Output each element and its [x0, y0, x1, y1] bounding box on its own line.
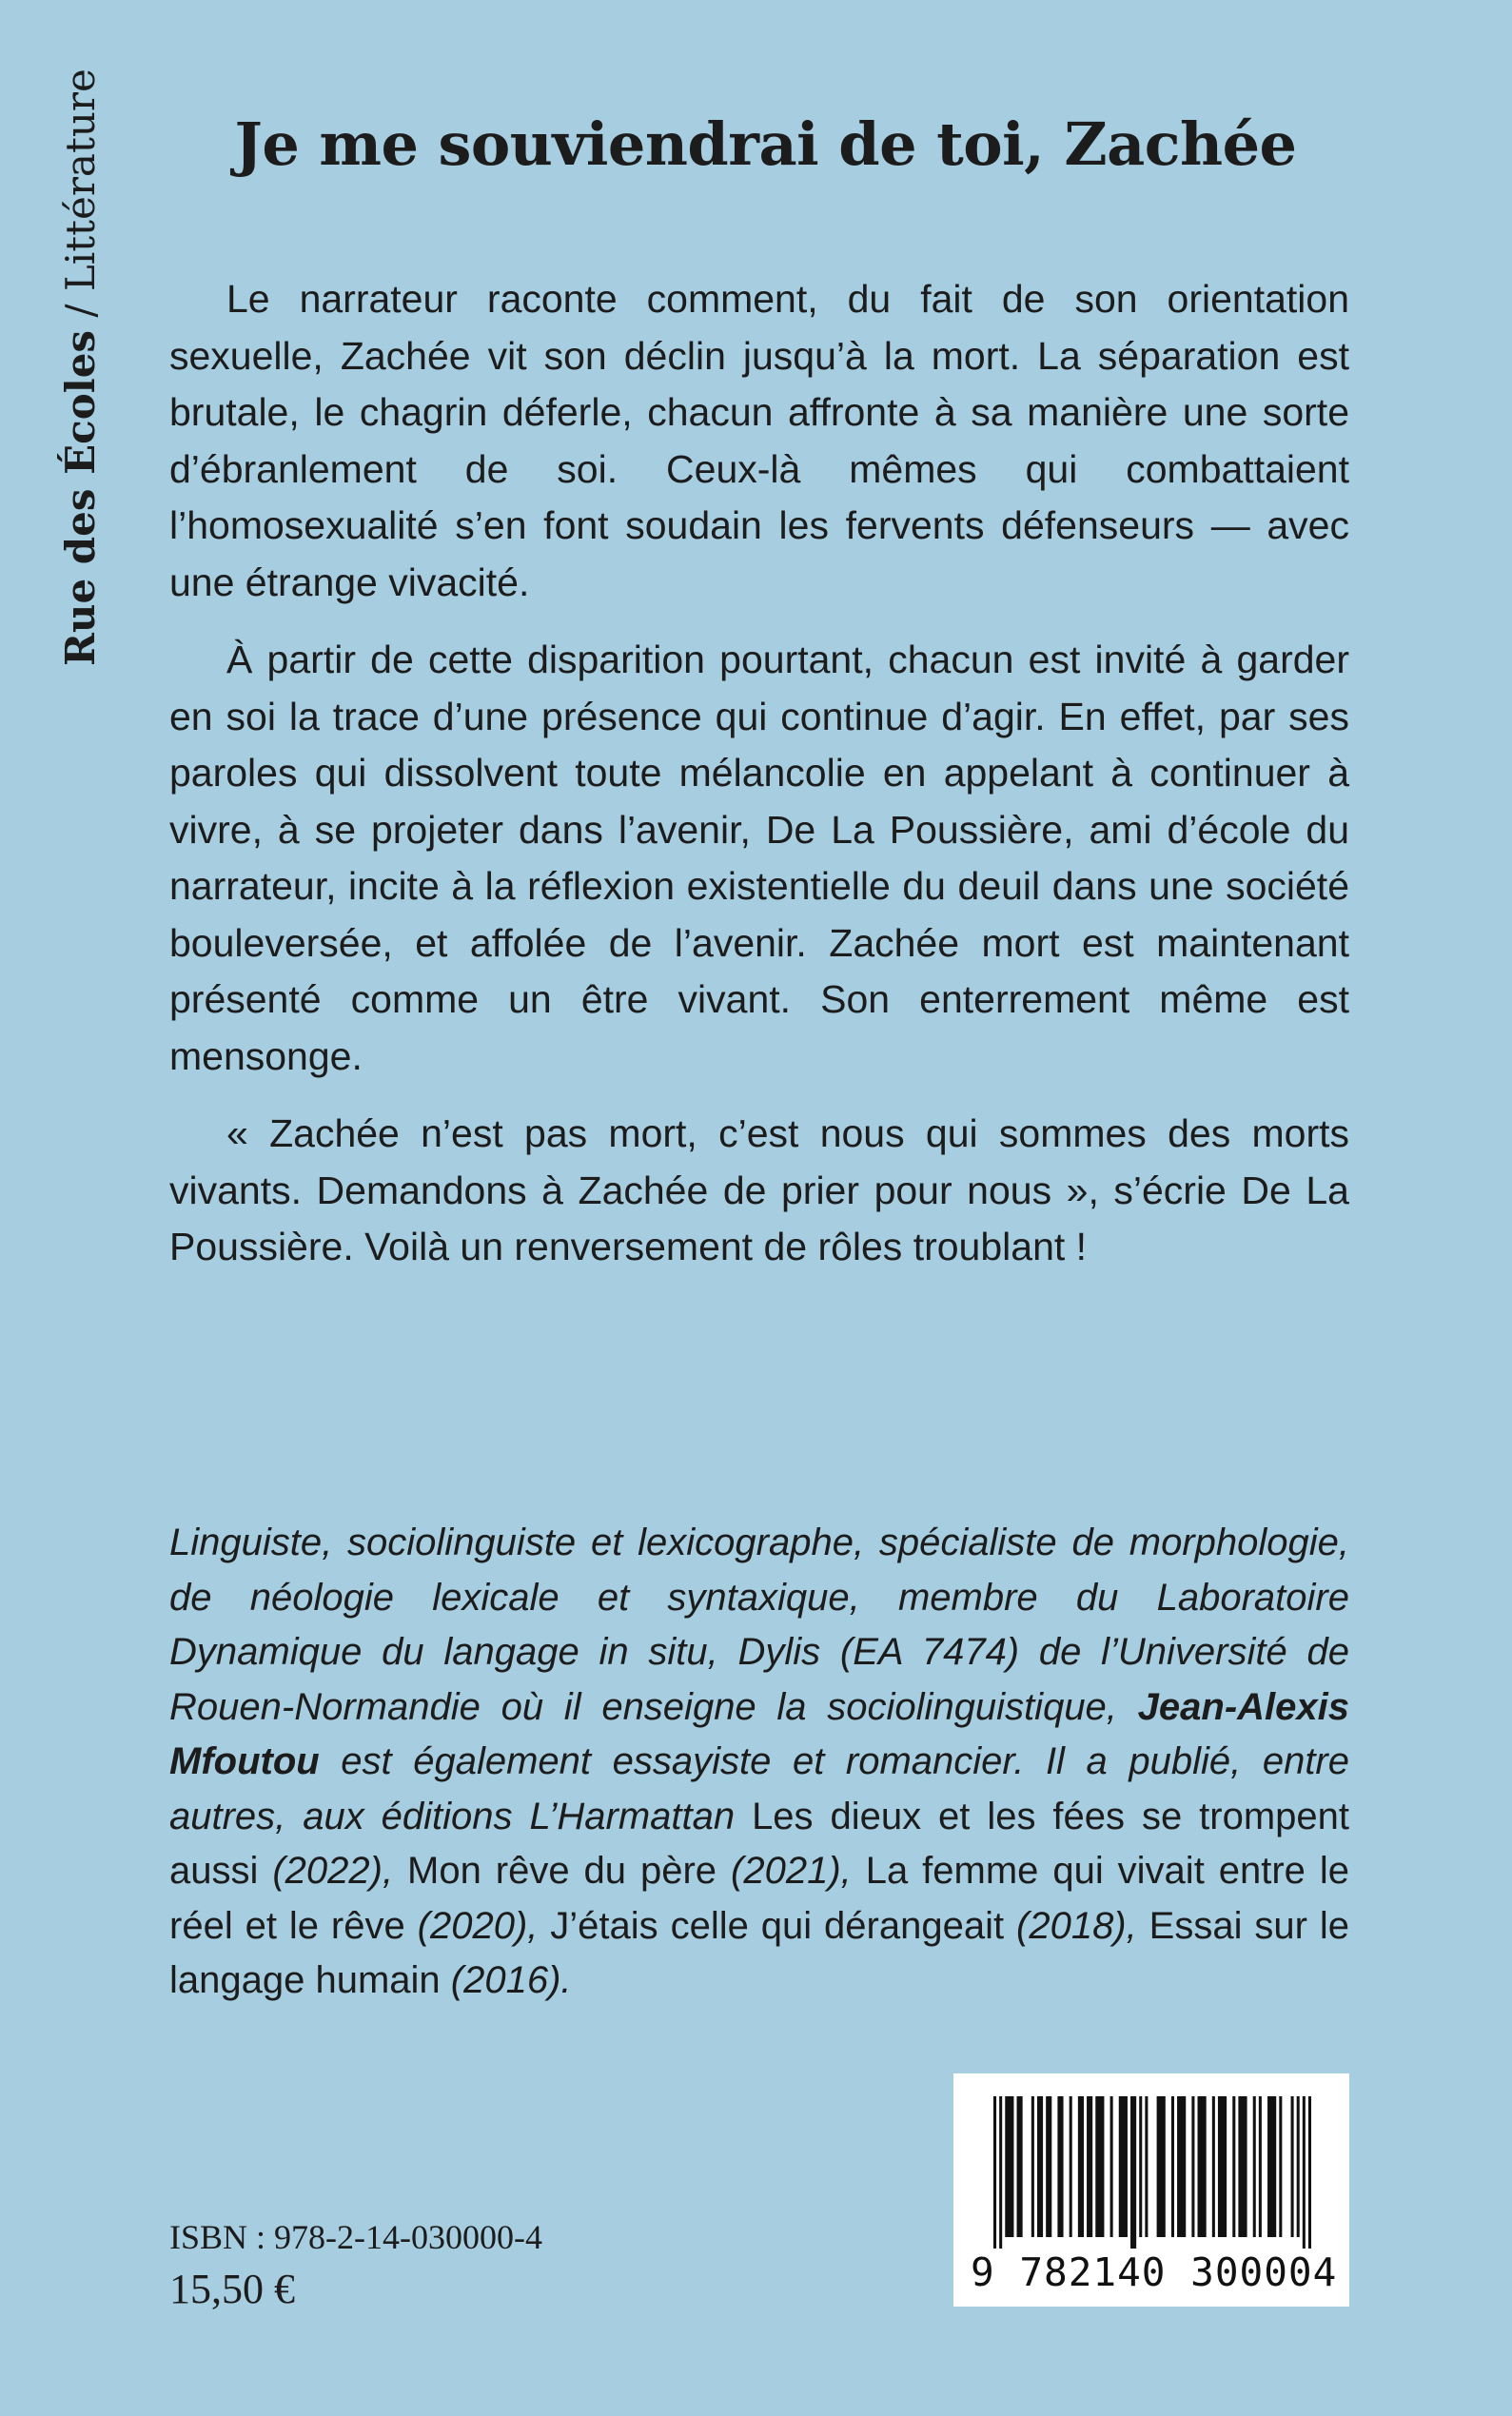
summary-text — [169, 271, 1349, 1276]
summary-paragraph: Le narrateur raconte comment, du fait de son orientation sexuelle, Zachée vit son déclin jusqu’à la mort. La séparation est brutale, le chagrin déferle, chacun affronte à sa manière une sorte d’ébranlement de soi. Ceux-là mêmes qui combattaient l’homosexualité s’en font soudain les fervents défenseurs — avec une étrange vivacité. — [169, 277, 1349, 604]
work-title: Essai sur le langage humain — [169, 1904, 1349, 2001]
spine-label — [57, 69, 104, 666]
spine-separator: / — [57, 291, 104, 330]
summary-paragraph: « Zachée n’est pas mort, c’est nous qui sommes des morts vivants. Demandons à Zachée de prier pour nous », s’écrie De La Poussière. Voilà un renversement de rôles troublant ! — [169, 1111, 1349, 1268]
barcode-bar — [1017, 2096, 1023, 2237]
barcode-bar — [1279, 2096, 1282, 2237]
barcode-bar — [1212, 2096, 1215, 2237]
work-year: (2021), — [717, 1850, 866, 1892]
barcode-bar — [1218, 2096, 1227, 2237]
work-title: La femme qui vivait entre le réel et le rêve — [169, 1850, 1350, 1947]
barcode-bar — [1297, 2096, 1300, 2237]
barcode-digits: 9 782140 300004 — [971, 2249, 1338, 2295]
series-name: Rue des Écoles — [57, 329, 104, 666]
barcode-bar — [1130, 2096, 1136, 2249]
barcode-bar — [1253, 2096, 1256, 2237]
category-name: Littérature — [57, 69, 104, 292]
isbn-label: ISBN : 978-2-14-030000-4 — [169, 2218, 542, 2256]
barcode-bar — [999, 2096, 1002, 2249]
barcode-bar — [1139, 2096, 1142, 2237]
barcode-bar — [1191, 2096, 1194, 2237]
barcode-bar — [1031, 2096, 1034, 2237]
barcode-bar — [1303, 2096, 1306, 2249]
barcode-bars — [993, 2096, 1311, 2249]
author-bio — [169, 1516, 1349, 2009]
barcode-bar — [1232, 2096, 1235, 2237]
barcode-bar — [1095, 2096, 1104, 2237]
barcode-bar — [1308, 2096, 1311, 2249]
barcode-bar — [993, 2096, 996, 2249]
work-title: J’étais celle qui dérangeait — [550, 1904, 1005, 1947]
work-year: (2018), — [1004, 1904, 1149, 1947]
barcode-bar — [1238, 2096, 1247, 2237]
barcode-bar — [1037, 2096, 1043, 2237]
barcode-bar — [1057, 2096, 1063, 2237]
barcode-bar — [1046, 2096, 1051, 2237]
barcode-bar — [1177, 2096, 1186, 2237]
barcode-bar — [1259, 2096, 1262, 2237]
barcode-bar — [1171, 2096, 1174, 2237]
barcode-bar — [1145, 2096, 1148, 2237]
price-label: 15,50 € — [169, 2266, 295, 2312]
barcode-bar — [1070, 2096, 1072, 2237]
work-year: (2016). — [440, 1959, 572, 2001]
work-year: (2022), — [258, 1850, 408, 1892]
summary-paragraph: À partir de cette disparition pourtant, chacun est invité à garder en soi la trace d’une présence qui continue d’agir. En effet, par ses paroles qui dissolvent toute mélancolie en appelant à continuer à vivre, à se projeter dans l’avenir, De La Poussière, ami d’école du narrateur, incite à la réflexion existentielle du deuil dans une société bouleversée, et affolée de l’avenir. Zachée mort est maintenant présenté comme un être vivant. Son enterrement même est mensonge. — [169, 638, 1349, 1078]
barcode-bar — [1291, 2096, 1294, 2237]
barcode-bar — [1087, 2096, 1092, 2237]
barcode-bar — [1198, 2096, 1207, 2237]
barcode-bar — [1078, 2096, 1084, 2237]
barcode-bar — [1005, 2096, 1013, 2237]
barcode-bar — [1157, 2096, 1166, 2237]
work-title: Les dieux et les fées se trompent aussi — [169, 1795, 1349, 1892]
barcode-bar — [1267, 2096, 1276, 2237]
barcode-bar — [1119, 2096, 1128, 2237]
book-title: Je me souviendrai de toi, Zachée — [234, 109, 1297, 179]
bio-continued: est également essayiste et romancier. Il a publié, entre autres, aux éditions L’Harmattan — [169, 1740, 1349, 1837]
barcode-bar — [1110, 2096, 1113, 2237]
bio-intro: Linguiste, sociolinguiste et lexicographe, spécialiste de morphologie, de néologie lexicale et syntaxique, membre du Laboratoire Dynamique du langage in situ, Dylis (EA 7474) de l’Université de Rouen-Normandie où il enseigne la sociolinguistique, — [169, 1522, 1349, 1728]
work-title: Mon rêve du père — [407, 1850, 717, 1892]
barcode — [953, 2073, 1349, 2307]
work-year: (2020), — [404, 1904, 551, 1947]
author-name: Jean-Alexis Mfoutou — [169, 1685, 1349, 1782]
